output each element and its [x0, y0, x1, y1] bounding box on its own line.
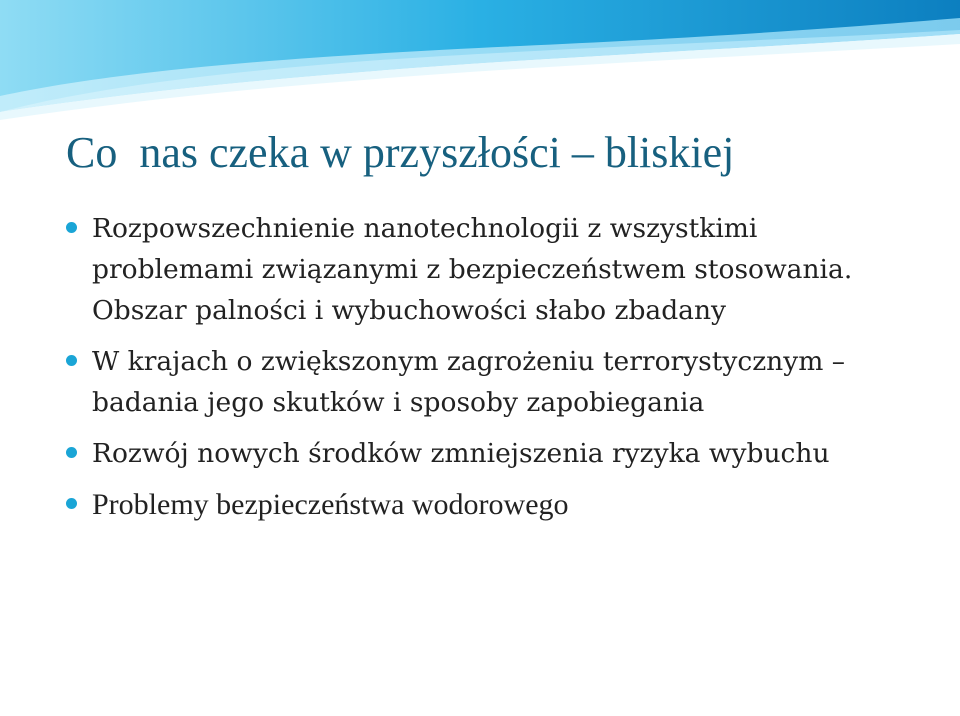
bullet-item	[66, 208, 916, 331]
bullet-text: Rozwój nowych środków zmniejszenia ryzyka wybuchu	[92, 438, 830, 469]
bullet-list	[66, 208, 916, 535]
bullet-dot-icon	[66, 447, 77, 458]
bullet-item	[66, 433, 916, 474]
bullet-text: Problemy bezpieczeństwa wodorowego	[92, 488, 569, 521]
slide-title: Co nas czeka w przyszłości – bliskiej	[66, 128, 735, 177]
header-wave-banner	[0, 0, 960, 120]
bullet-dot-icon	[66, 498, 77, 509]
bullet-dot-icon	[66, 355, 77, 366]
bullet-text: Rozpowszechnienie nanotechnologii z wszystkimi problemami związanymi z bezpieczeństwem stosowania. Obszar palności i wybuchowości słabo zbadany	[92, 213, 853, 326]
bullet-item	[66, 484, 916, 525]
bullet-item	[66, 341, 916, 423]
bullet-text: W krajach o zwiększonym zagrożeniu terrorystycznym – badania jego skutków i sposoby zapobiegania	[92, 346, 846, 418]
bullet-dot-icon	[66, 222, 77, 233]
